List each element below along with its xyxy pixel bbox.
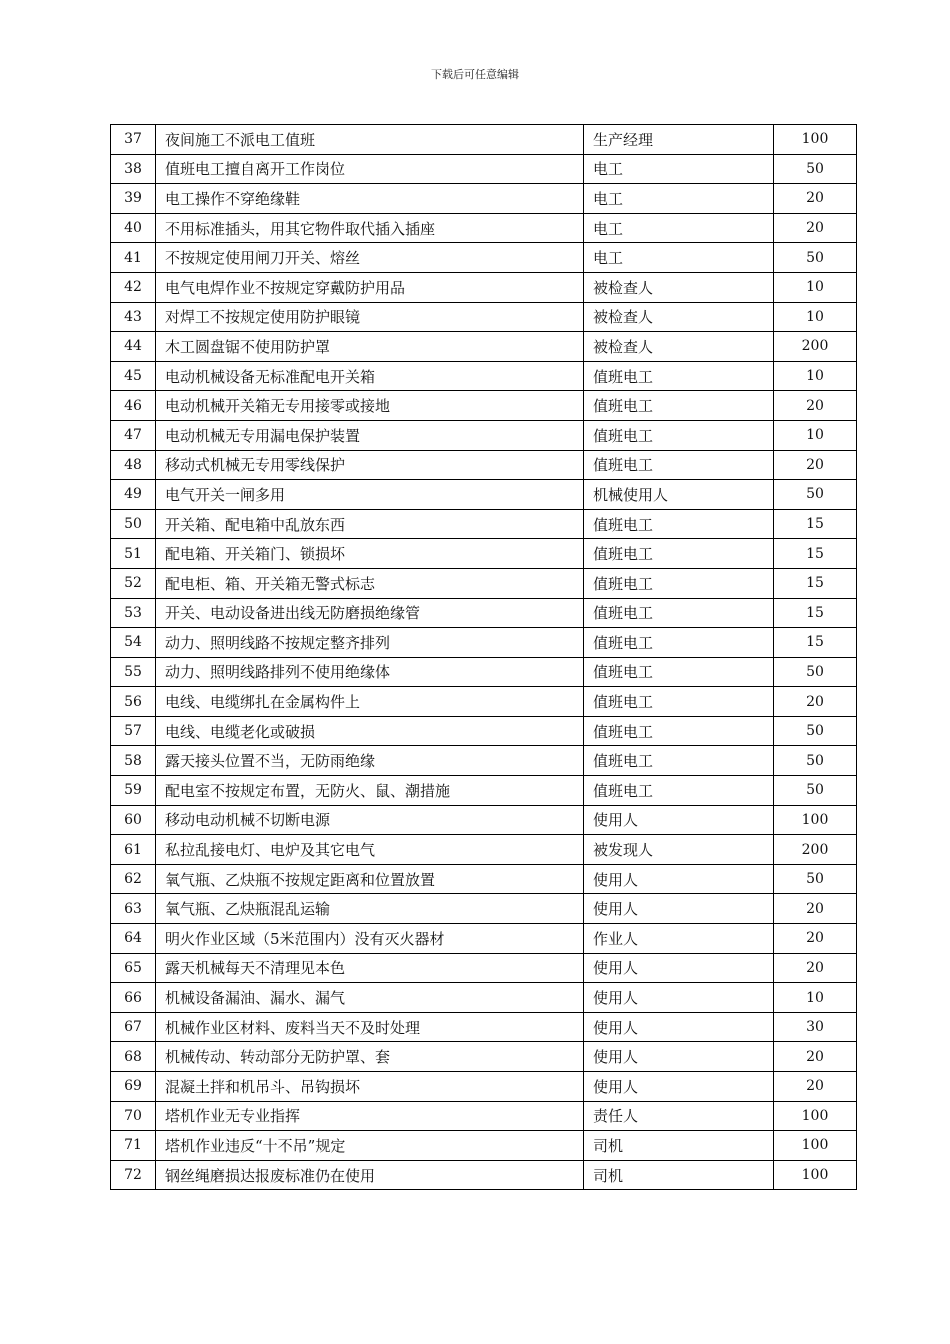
row-number: 54: [111, 628, 156, 658]
penalty-amount: 20: [774, 213, 857, 243]
responsible-party: 值班电工: [584, 628, 774, 658]
row-number: 56: [111, 687, 156, 717]
row-number: 67: [111, 1012, 156, 1042]
violation-item: 电工操作不穿绝缘鞋: [156, 184, 584, 214]
violation-item: 电气开关一闸多用: [156, 480, 584, 510]
penalty-amount: 15: [774, 509, 857, 539]
row-number: 42: [111, 272, 156, 302]
violation-item: 开关箱、配电箱中乱放东西: [156, 509, 584, 539]
responsible-party: 值班电工: [584, 568, 774, 598]
row-number: 66: [111, 983, 156, 1013]
violation-item: 氧气瓶、乙炔瓶不按规定距离和位置放置: [156, 864, 584, 894]
table-row: [111, 1160, 857, 1190]
table-row: [111, 302, 857, 332]
violation-item: 私拉乱接电灯、电炉及其它电气: [156, 835, 584, 865]
row-number: 45: [111, 361, 156, 391]
penalty-amount: 50: [774, 864, 857, 894]
penalty-amount: 20: [774, 953, 857, 983]
violation-item: 明火作业区域（5米范围内）没有灭火器材: [156, 924, 584, 954]
responsible-party: 使用人: [584, 864, 774, 894]
responsible-party: 司机: [584, 1160, 774, 1190]
violation-item: 值班电工擅自离开工作岗位: [156, 154, 584, 184]
penalty-amount: 50: [774, 243, 857, 273]
row-number: 53: [111, 598, 156, 628]
violation-item: 开关、电动设备进出线无防磨损绝缘管: [156, 598, 584, 628]
row-number: 63: [111, 894, 156, 924]
row-number: 62: [111, 864, 156, 894]
responsible-party: 使用人: [584, 953, 774, 983]
responsible-party: 被检查人: [584, 272, 774, 302]
penalty-amount: 200: [774, 835, 857, 865]
responsible-party: 值班电工: [584, 657, 774, 687]
table-row: [111, 835, 857, 865]
penalty-amount: 10: [774, 420, 857, 450]
responsible-party: 司机: [584, 1131, 774, 1161]
table-row: [111, 924, 857, 954]
penalty-amount: 200: [774, 332, 857, 362]
responsible-party: 电工: [584, 213, 774, 243]
violation-item: 对焊工不按规定使用防护眼镜: [156, 302, 584, 332]
responsible-party: 值班电工: [584, 450, 774, 480]
penalty-amount: 15: [774, 539, 857, 569]
table-row: [111, 894, 857, 924]
violation-item: 氧气瓶、乙炔瓶混乱运输: [156, 894, 584, 924]
penalty-table-body: [111, 125, 857, 1190]
penalty-amount: 20: [774, 894, 857, 924]
row-number: 60: [111, 805, 156, 835]
table-row: [111, 1101, 857, 1131]
row-number: 52: [111, 568, 156, 598]
penalty-amount: 10: [774, 272, 857, 302]
responsible-party: 被检查人: [584, 332, 774, 362]
row-number: 58: [111, 746, 156, 776]
row-number: 70: [111, 1101, 156, 1131]
table-row: [111, 539, 857, 569]
penalty-amount: 20: [774, 450, 857, 480]
penalty-amount: 20: [774, 924, 857, 954]
penalty-amount: 50: [774, 480, 857, 510]
row-number: 64: [111, 924, 156, 954]
responsible-party: 值班电工: [584, 509, 774, 539]
penalty-amount: 10: [774, 361, 857, 391]
violation-item: 电动机械无专用漏电保护装置: [156, 420, 584, 450]
table-row: [111, 391, 857, 421]
violation-item: 钢丝绳磨损达报废标准仍在使用: [156, 1160, 584, 1190]
row-number: 48: [111, 450, 156, 480]
row-number: 40: [111, 213, 156, 243]
row-number: 59: [111, 776, 156, 806]
row-number: 37: [111, 125, 156, 155]
penalty-amount: 15: [774, 628, 857, 658]
row-number: 49: [111, 480, 156, 510]
responsible-party: 值班电工: [584, 598, 774, 628]
violation-item: 电气电焊作业不按规定穿戴防护用品: [156, 272, 584, 302]
row-number: 57: [111, 716, 156, 746]
table-row: [111, 687, 857, 717]
responsible-party: 被发现人: [584, 835, 774, 865]
violation-item: 夜间施工不派电工值班: [156, 125, 584, 155]
violation-item: 露天机械每天不清理见本色: [156, 953, 584, 983]
responsible-party: 使用人: [584, 1042, 774, 1072]
table-row: [111, 213, 857, 243]
penalty-amount: 100: [774, 805, 857, 835]
table-row: [111, 480, 857, 510]
responsible-party: 使用人: [584, 983, 774, 1013]
penalty-amount: 50: [774, 716, 857, 746]
violation-item: 电线、电缆老化或破损: [156, 716, 584, 746]
table-row: [111, 716, 857, 746]
row-number: 61: [111, 835, 156, 865]
table-row: [111, 776, 857, 806]
table-row: [111, 746, 857, 776]
violation-item: 不按规定使用闸刀开关、熔丝: [156, 243, 584, 273]
violation-item: 机械传动、转动部分无防护罩、套: [156, 1042, 584, 1072]
table-row: [111, 450, 857, 480]
violation-item: 塔机作业违反“十不吊”规定: [156, 1131, 584, 1161]
penalty-amount: 20: [774, 1072, 857, 1102]
row-number: 47: [111, 420, 156, 450]
table-row: [111, 628, 857, 658]
responsible-party: 机械使用人: [584, 480, 774, 510]
violation-item: 动力、照明线路排列不使用绝缘体: [156, 657, 584, 687]
responsible-party: 值班电工: [584, 716, 774, 746]
row-number: 55: [111, 657, 156, 687]
responsible-party: 使用人: [584, 805, 774, 835]
responsible-party: 使用人: [584, 1012, 774, 1042]
table-row: [111, 657, 857, 687]
penalty-amount: 15: [774, 598, 857, 628]
table-row: [111, 805, 857, 835]
penalty-amount: 100: [774, 125, 857, 155]
penalty-amount: 20: [774, 1042, 857, 1072]
row-number: 41: [111, 243, 156, 273]
row-number: 51: [111, 539, 156, 569]
table-row: [111, 184, 857, 214]
row-number: 69: [111, 1072, 156, 1102]
violation-item: 混凝土拌和机吊斗、吊钩损坏: [156, 1072, 584, 1102]
penalty-amount: 20: [774, 184, 857, 214]
violation-item: 露天接头位置不当，无防雨绝缘: [156, 746, 584, 776]
responsible-party: 生产经理: [584, 125, 774, 155]
violation-item: 电动机械开关箱无专用接零或接地: [156, 391, 584, 421]
penalty-amount: 30: [774, 1012, 857, 1042]
violation-item: 配电箱、开关箱门、锁损坏: [156, 539, 584, 569]
penalty-amount: 50: [774, 746, 857, 776]
responsible-party: 责任人: [584, 1101, 774, 1131]
responsible-party: 值班电工: [584, 420, 774, 450]
responsible-party: 电工: [584, 184, 774, 214]
row-number: 46: [111, 391, 156, 421]
row-number: 68: [111, 1042, 156, 1072]
table-row: [111, 1072, 857, 1102]
violation-item: 动力、照明线路不按规定整齐排列: [156, 628, 584, 658]
responsible-party: 值班电工: [584, 776, 774, 806]
responsible-party: 值班电工: [584, 361, 774, 391]
table-row: [111, 953, 857, 983]
responsible-party: 值班电工: [584, 687, 774, 717]
responsible-party: 电工: [584, 154, 774, 184]
penalty-amount: 100: [774, 1101, 857, 1131]
responsible-party: 作业人: [584, 924, 774, 954]
penalty-amount: 50: [774, 154, 857, 184]
violation-item: 移动式机械无专用零线保护: [156, 450, 584, 480]
table-row: [111, 272, 857, 302]
violation-item: 电动机械设备无标准配电开关箱: [156, 361, 584, 391]
responsible-party: 使用人: [584, 1072, 774, 1102]
responsible-party: 值班电工: [584, 539, 774, 569]
table-row: [111, 154, 857, 184]
responsible-party: 电工: [584, 243, 774, 273]
row-number: 39: [111, 184, 156, 214]
violation-item: 配电室不按规定布置，无防火、鼠、潮措施: [156, 776, 584, 806]
responsible-party: 值班电工: [584, 391, 774, 421]
responsible-party: 被检查人: [584, 302, 774, 332]
row-number: 44: [111, 332, 156, 362]
table-row: [111, 1042, 857, 1072]
violation-item: 塔机作业无专业指挥: [156, 1101, 584, 1131]
page-header-note: 下载后可任意编辑: [431, 68, 519, 81]
row-number: 72: [111, 1160, 156, 1190]
table-row: [111, 983, 857, 1013]
violation-item: 机械设备漏油、漏水、漏气: [156, 983, 584, 1013]
penalty-amount: 15: [774, 568, 857, 598]
penalty-amount: 50: [774, 776, 857, 806]
violation-item: 不用标准插头，用其它物件取代插入插座: [156, 213, 584, 243]
table-row: [111, 361, 857, 391]
penalty-amount: 100: [774, 1131, 857, 1161]
table-row: [111, 509, 857, 539]
table-row: [111, 1131, 857, 1161]
violation-item: 移动电动机械不切断电源: [156, 805, 584, 835]
penalty-amount: 100: [774, 1160, 857, 1190]
penalty-amount: 10: [774, 302, 857, 332]
row-number: 50: [111, 509, 156, 539]
table-row: [111, 568, 857, 598]
table-row: [111, 420, 857, 450]
responsible-party: 使用人: [584, 894, 774, 924]
penalty-table: [110, 124, 857, 1190]
violation-item: 机械作业区材料、废料当天不及时处理: [156, 1012, 584, 1042]
penalty-amount: 50: [774, 657, 857, 687]
penalty-amount: 20: [774, 687, 857, 717]
row-number: 43: [111, 302, 156, 332]
table-row: [111, 243, 857, 273]
table-row: [111, 864, 857, 894]
responsible-party: 值班电工: [584, 746, 774, 776]
table-row: [111, 1012, 857, 1042]
violation-item: 木工圆盘锯不使用防护罩: [156, 332, 584, 362]
penalty-amount: 10: [774, 983, 857, 1013]
table-row: [111, 598, 857, 628]
table-row: [111, 125, 857, 155]
row-number: 71: [111, 1131, 156, 1161]
row-number: 65: [111, 953, 156, 983]
table-row: [111, 332, 857, 362]
row-number: 38: [111, 154, 156, 184]
penalty-amount: 20: [774, 391, 857, 421]
violation-item: 配电柜、箱、开关箱无警式标志: [156, 568, 584, 598]
violation-item: 电线、电缆绑扎在金属构件上: [156, 687, 584, 717]
